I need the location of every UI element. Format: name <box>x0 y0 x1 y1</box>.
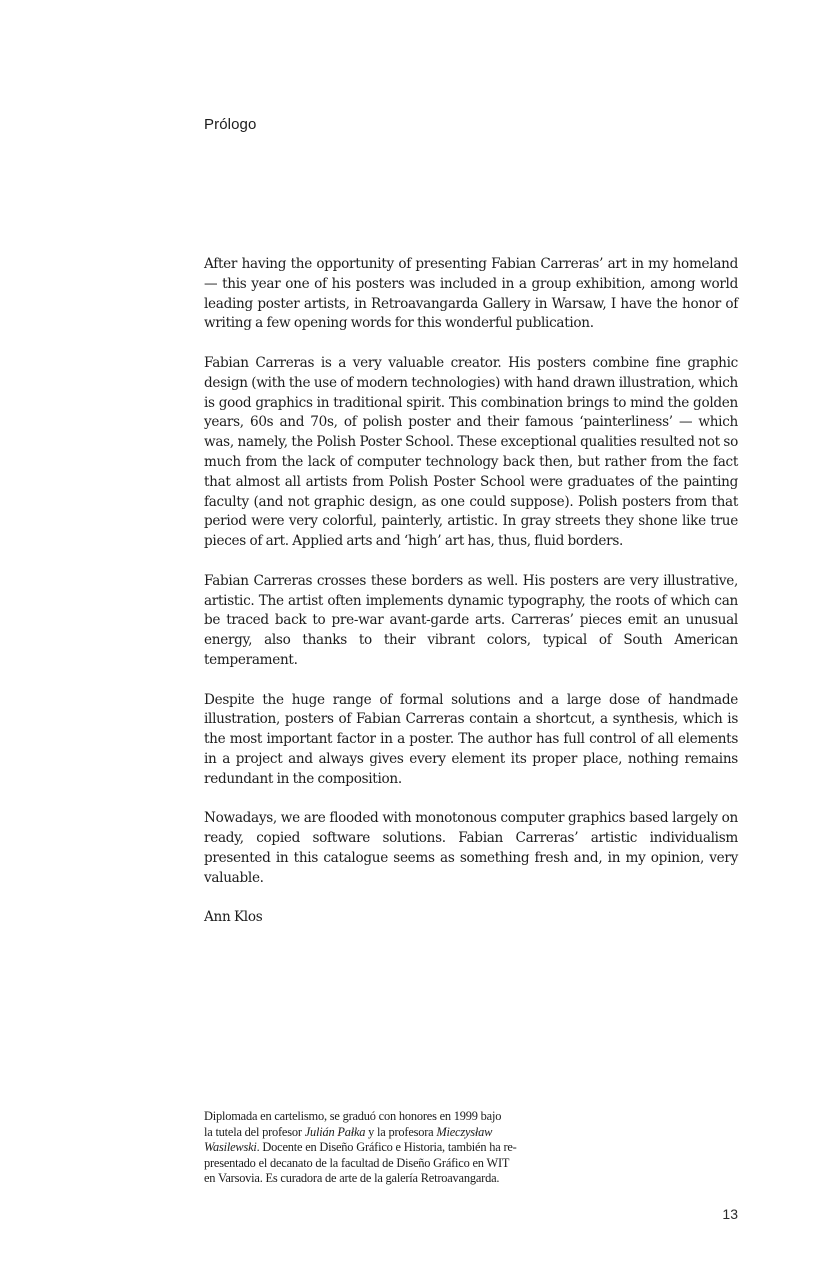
page-number: 13 <box>722 1206 738 1222</box>
bio-line-4: presentado el decanato de la facultad de Diseño Gráfico en WIT <box>204 1155 510 1170</box>
bio-line-3 <box>204 1140 554 1156</box>
paragraph-1: After having the opportunity of presenting Fabian Carreras’ art in my homeland — this year one of his posters was included in a group exhibition, among world leading poster artists, in Retroavangarda Gallery in Warsaw, I have the honor of writing a few opening words for this wonderful publication. <box>204 256 738 332</box>
bio-line-5: en Varsovia. Es curadora de arte de la galería Retroavangarda. <box>204 1171 500 1186</box>
author-bio-note <box>204 1109 554 1187</box>
bio-line-2 <box>204 1125 554 1141</box>
professor-name: Julián Pałka <box>304 1124 366 1139</box>
section-title: Prólogo <box>204 116 257 133</box>
professor-name: Wasilewski <box>204 1140 257 1155</box>
bio-text: . Docente en Diseño Gráfico e Historia, también ha re- <box>256 1140 517 1155</box>
prologue-body <box>204 255 738 948</box>
paragraph-3: Fabian Carreras crosses these borders as well. His posters are very illustrative, artistic. The artist often implements dynamic typography, the roots of which can be traced back to pre-war avant-garde arts. Carreras’ pieces emit an unusual energy, also thanks to their vibrant colors, typical of South American temperament. <box>204 572 738 668</box>
professor-name: Mieczysław <box>436 1124 493 1139</box>
bio-text: la tutela del profesor <box>204 1124 305 1139</box>
bio-line-1: Diplomada en cartelismo, se graduó con honores en 1999 bajo <box>204 1109 502 1123</box>
bio-text: y la profesora <box>365 1124 437 1139</box>
author-signature: Ann Klos <box>204 909 263 926</box>
paragraph-4: Despite the huge range of formal solutions and a large dose of handmade illustration, posters of Fabian Carreras contain a shortcut, a synthesis, which is the most important factor in a poster. The author has full control of all elements in a project and always gives every element its proper place, nothing remains redundant in the composition. <box>204 691 738 787</box>
paragraph-2: Fabian Carreras is a very valuable creator. His posters combine fine graphic design (with the use of modern technologies) with hand drawn illustration, which is good graphics in traditional spirit. This combination brings to mind the golden years, 60s and 70s, of polish poster and their famous ‘painterliness’ — which was, namely, the Polish Poster School. These exceptional qualities resulted not so much from the lack of computer technology back then, but rather from the fact that almost all artists from Polish Poster School were graduates of the painting faculty (and not graphic design, as one could suppose). Polish posters from that period were very colorful, painterly, artistic. In gray streets they shone like true pieces of art. Applied arts and ‘high’ art has, thus, fluid borders. <box>204 354 738 550</box>
paragraph-5: Nowadays, we are flooded with monotonous computer graphics based largely on ready, copied software solutions. Fabian Carreras’ artistic individualism presented in this catalogue seems as something fresh and, in my opinion, very valuable. <box>204 810 738 886</box>
